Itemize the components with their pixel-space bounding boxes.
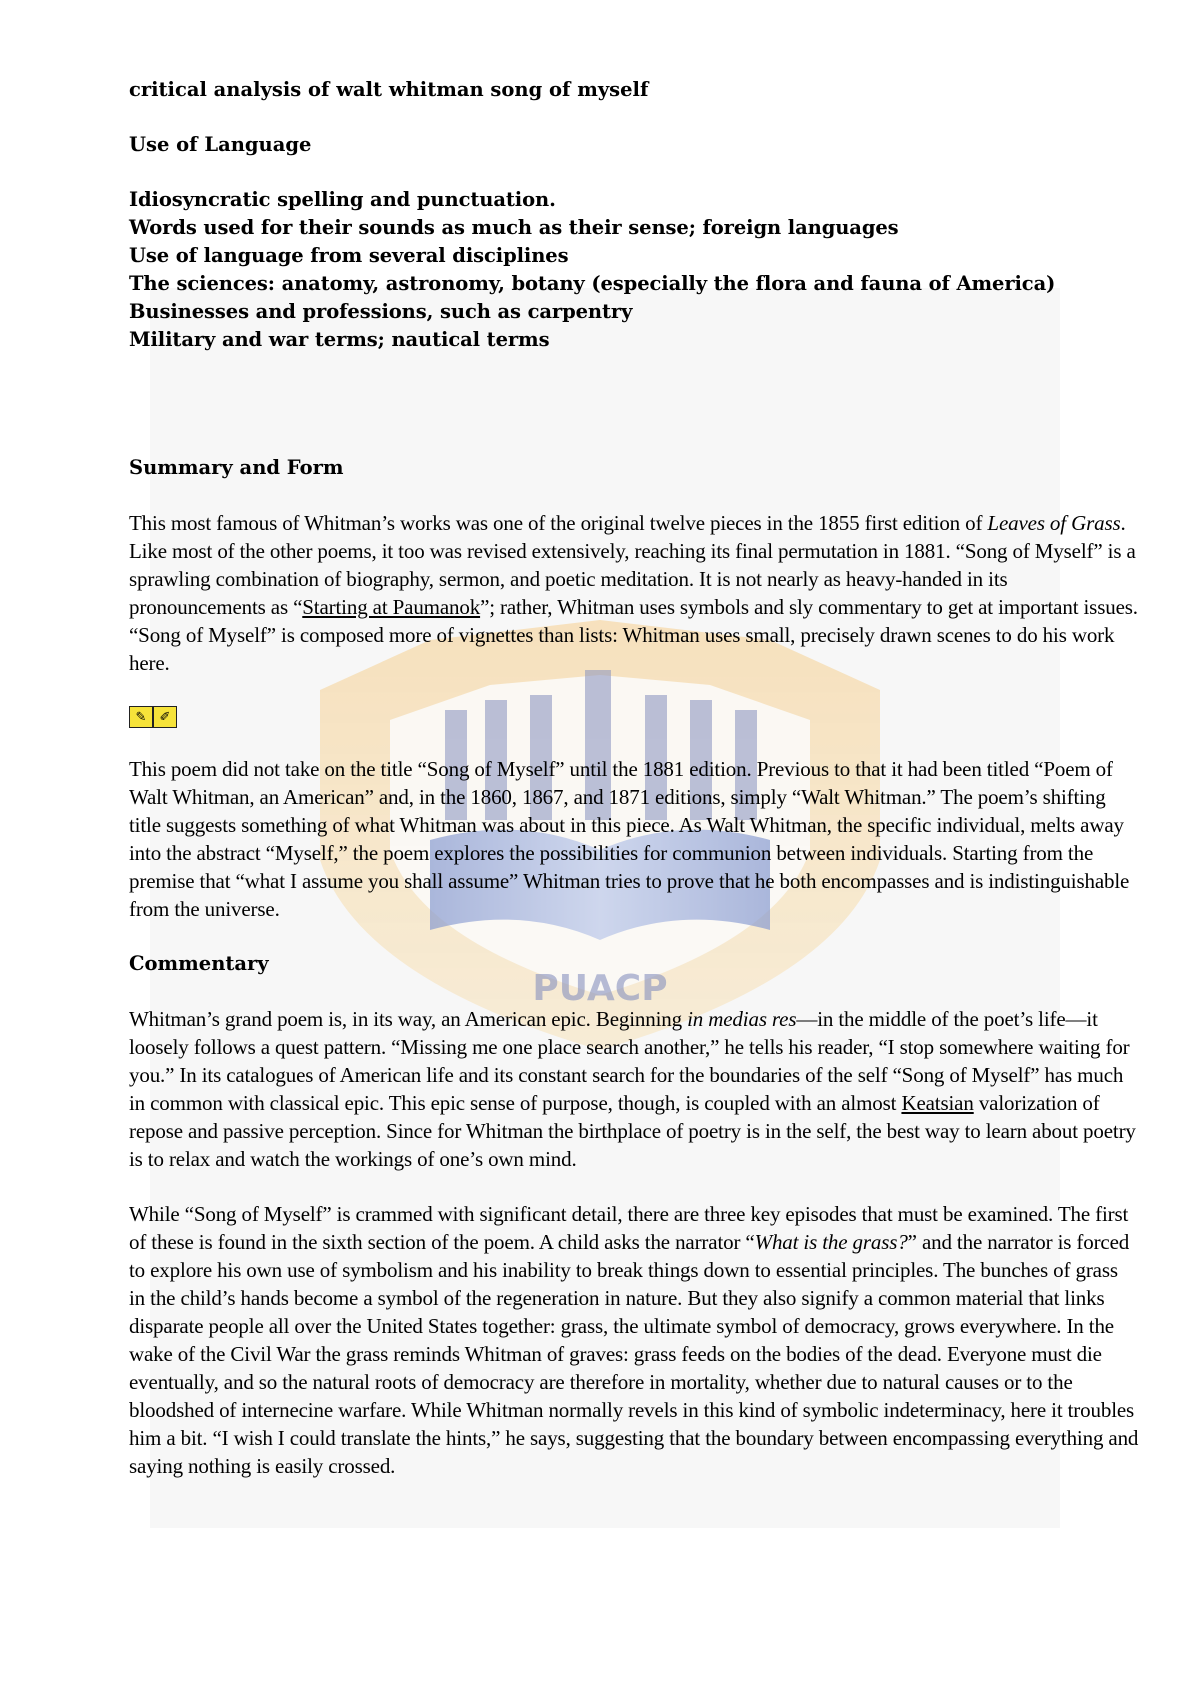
document-page [129, 76, 1139, 1480]
list-item: Businesses and professions, such as carpentry [129, 300, 633, 323]
text-run: Whitman’s grand poem is, in its way, an American epic. Beginning [129, 1007, 688, 1031]
italic-phrase: in medias res [687, 1007, 797, 1031]
italic-quote: What is the grass? [754, 1230, 908, 1254]
language-list [129, 186, 1139, 354]
text-run: ”; rather, Whitman uses symbols and sly commentary to get at important issues. “Song of Myself” is composed more of vignettes than lists: Whitman uses small, precisely drawn scenes to do his work here. [129, 595, 1138, 675]
edit-icon[interactable]: ✐ [153, 706, 177, 728]
text-run: This most famous of Whitman’s works was one of the original twelve pieces in the 1855 first edition of [129, 511, 988, 535]
heading-commentary: Commentary [129, 952, 269, 975]
heading-use-of-language: Use of Language [129, 133, 312, 156]
link-keatsian[interactable]: Keatsian [901, 1091, 974, 1115]
list-item: Idiosyncratic spelling and punctuation. [129, 188, 556, 211]
text-run: valorization of repose and passive perception. Since for Whitman the birthplace of poetry is in the self, the best way to learn about poetry is to relax and watch the workings of one’s own mind. [129, 1091, 1136, 1171]
text-run: —in the middle of the poet’s life—it loosely follows a quest pattern. “Missing me one place search another,” he tells his reader, “I stop somewhere waiting for you.” In its catalogues of American life and its constant search for the boundaries of the self “Song of Myself” has much in common with classical epic. This epic sense of purpose, though, is coupled with an almost [129, 1007, 1130, 1115]
summary-paragraph-1 [129, 509, 1139, 677]
text-run: While “Song of Myself” is crammed with significant detail, there are three key episodes that must be examined. The first of these is found in the sixth section of the poem. A child asks the narrator “ [129, 1202, 1129, 1254]
text-run: ” and the narrator is forced to explore his own use of symbolism and his inability to break things down to essential principles. The bunches of grass in the child’s hands become a symbol of the regeneration in nature. But they also signify a common material that links disparate people all over the United States together: grass, the ultimate symbol of democracy, grows everywhere. In the wake of the Civil War the grass reminds Whitman of graves: grass feeds on the bodies of the dead. Everyone must die eventually, and so the natural roots of democracy are therefore in mortality, whether due to natural causes or to the bloodshed of internecine warfare. While Whitman normally revels in this kind of symbolic indeterminacy, here it troubles him a bit. “I wish I could translate the hints,” he says, suggesting that the boundary between encompassing everything and saying nothing is easily crossed. [129, 1230, 1139, 1478]
commentary-paragraph-1 [129, 1005, 1139, 1173]
text-run: . Like most of the other poems, it too was revised extensively, reaching its final permutation in 1881. “Song of Myself” is a sprawling combination of biography, sermon, and poetic meditation. It is not nearly as heavy-handed in its pronouncements as “ [129, 511, 1136, 619]
list-item: Words used for their sounds as much as their sense; foreign languages [129, 216, 899, 239]
document-title: critical analysis of walt whitman song of myself [129, 78, 649, 101]
pen-icon[interactable]: ✎ [129, 706, 153, 728]
watermark-text: PUACP [532, 968, 668, 1009]
list-item: Use of language from several disciplines [129, 244, 569, 267]
commentary-paragraph-2 [129, 1200, 1139, 1480]
toolbar-icons [129, 706, 1139, 728]
list-item: The sciences: anatomy, astronomy, botany (especially the flora and fauna of America) [129, 272, 1056, 295]
link-starting-at-paumanok[interactable]: Starting at Paumanok [302, 595, 481, 619]
list-item: Military and war terms; nautical terms [129, 328, 550, 351]
summary-paragraph-2: This poem did not take on the title “Song of Myself” until the 1881 edition. Previous to that it had been titled “Poem of Walt Whitman, an American” and, in the 1860, 1867, and 1871 editions, simply “Walt Whitman.” The poem’s shifting title suggests something of what Whitman was about in this piece. As Walt Whitman, the specific individual, melts away into the abstract “Myself,” the poem explores the possibilities for communion between individuals. Starting from the premise that “what I assume you shall assume” Whitman tries to prove that he both encompasses and is indistinguishable from the universe. [129, 757, 1130, 921]
heading-summary-and-form: Summary and Form [129, 456, 344, 479]
italic-title: Leaves of Grass [987, 511, 1121, 535]
